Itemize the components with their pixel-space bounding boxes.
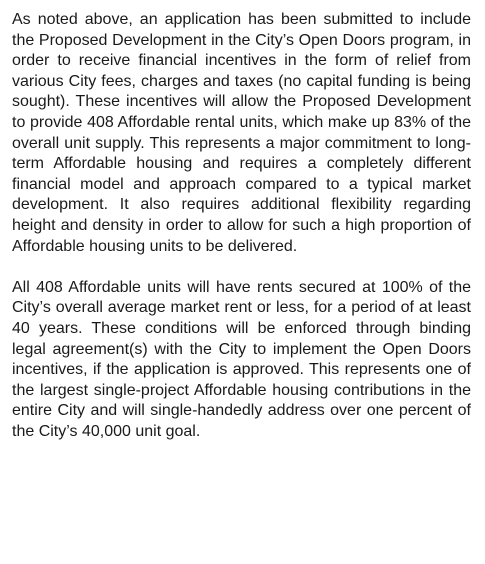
document-body	[12, 10, 471, 442]
paragraph-affordable-rents: All 408 Affordable units will have rents secured at 100% of the City’s overall average market rent or less, for a period of at least 40 years. These conditions will be enforced through binding legal agreement(s) with the City to implement the Open Doors incentives, if the application is approved. This represents one of the largest single-project Affordable housing contributions in the entire City and will single-handedly address over one percent of the City’s 40,000 unit goal.	[12, 278, 471, 440]
paragraph-open-doors-application: As noted above, an application has been submitted to include the Proposed Development in the City’s Open Doors program, in order to receive financial incentives in the form of relief from various City fees, charges and taxes (no capital funding is being sought). These incentives will allow the Proposed Development to provide 408 Affordable rental units, which make up 83% of the overall unit supply. This represents a major commitment to long-term Affordable housing and requires a completely different financial model and approach compared to a typical market development. It also requires additional flexibility regarding height and density in order to allow for such a high proportion of Affordable housing units to be delivered.	[12, 11, 471, 255]
